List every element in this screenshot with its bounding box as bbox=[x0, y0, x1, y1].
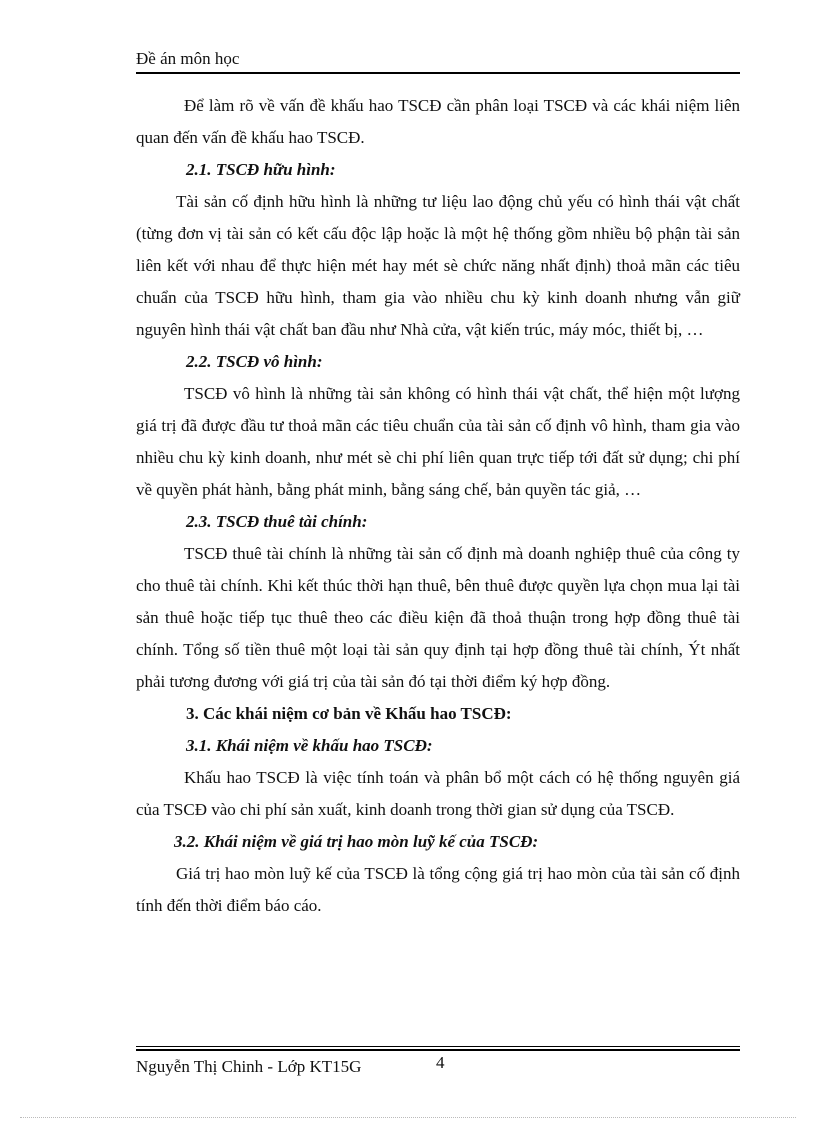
header-rule bbox=[136, 72, 740, 74]
heading-3-1: 3.1. Khái niệm về khấu hao TSCĐ: bbox=[186, 736, 433, 755]
page-footer bbox=[136, 1046, 740, 1079]
paragraph-2-3: TSCĐ thuê tài chính là những tài sản cố định mà doanh nghiệp thuê của công ty cho thuê tài chính. Khi kết thúc thời hạn thuê, bên thuê được quyền lựa chọn mua lại tài sản thuê hoặc tiếp tục thuê theo các điều kiện đã thoả thuận trong hợp đồng thuê tài chính. Tổng số tiền thuê một loại tài sản quy định tại hợp đồng thuê tài chính, Ýt nhất phải tương đương với giá trị của tài sản đó tại thời điểm ký hợp đồng. bbox=[136, 544, 740, 691]
heading-3-2: 3.2. Khái niệm về giá trị hao mòn luỹ kế của TSCĐ: bbox=[174, 832, 539, 851]
page-number: 4 bbox=[436, 1053, 445, 1072]
heading-2-1: 2.1. TSCĐ hữu hình: bbox=[186, 160, 336, 179]
footer-author: Nguyễn Thị Chinh - Lớp KT15G bbox=[136, 1057, 362, 1076]
page-header bbox=[136, 48, 740, 74]
paragraph-2-2: TSCĐ vô hình là những tài sản không có hình thái vật chất, thể hiện một lượng giá trị đã được đầu tư thoả mãn các tiêu chuẩn của tài sản cố định vô hình, tham gia vào nhiều chu kỳ kinh doanh, như mét sè chi phí liên quan trực tiếp tới đất sử dụng; chi phí về quyền phát hành, bằng phát minh, bằng sáng chế, bản quyền tác giả, … bbox=[136, 384, 740, 499]
paragraph-3-1: Khấu hao TSCĐ là việc tính toán và phân bổ một cách có hệ thống nguyên giá của TSCĐ vào chi phí sản xuất, kinh doanh trong thời gian sử dụng của TSCĐ. bbox=[136, 768, 740, 819]
heading-2-3: 2.3. TSCĐ thuê tài chính: bbox=[186, 512, 368, 531]
paragraph-3-2: Giá trị hao mòn luỹ kế của TSCĐ là tổng cộng giá trị hao mòn của tài sản cố định tính đến thời điểm báo cáo. bbox=[136, 864, 740, 915]
paragraph-intro: Để làm rõ về vấn đề khấu hao TSCĐ cần phân loại TSCĐ và các khái niệm liên quan đến vấn đề khấu hao TSCĐ. bbox=[136, 96, 740, 147]
header-title: Đề án môn học bbox=[136, 49, 240, 68]
heading-2-2: 2.2. TSCĐ vô hình: bbox=[186, 352, 323, 371]
footer-rule-thin bbox=[136, 1046, 740, 1047]
page-bottom-dotted-border bbox=[20, 1117, 796, 1118]
footer-row bbox=[136, 1055, 740, 1079]
document-body bbox=[136, 90, 740, 922]
heading-3: 3. Các khái niệm cơ bản về Khấu hao TSCĐ: bbox=[186, 704, 512, 723]
paragraph-2-1: Tài sản cố định hữu hình là những tư liệu lao động chủ yếu có hình thái vật chất (từng đơn vị tài sản có kết cấu độc lập hoặc là một hệ thống gồm nhiều bộ phận tài sản liên kết với nhau để thực hiện mét hay mét sè chức năng nhất định) thoả mãn các tiêu chuẩn của TSCĐ hữu hình, tham gia vào nhiều chu kỳ kinh doanh nhưng vẫn giữ nguyên hình thái vật chất ban đầu như Nhà cửa, vật kiến trúc, máy móc, thiết bị, … bbox=[136, 192, 740, 339]
